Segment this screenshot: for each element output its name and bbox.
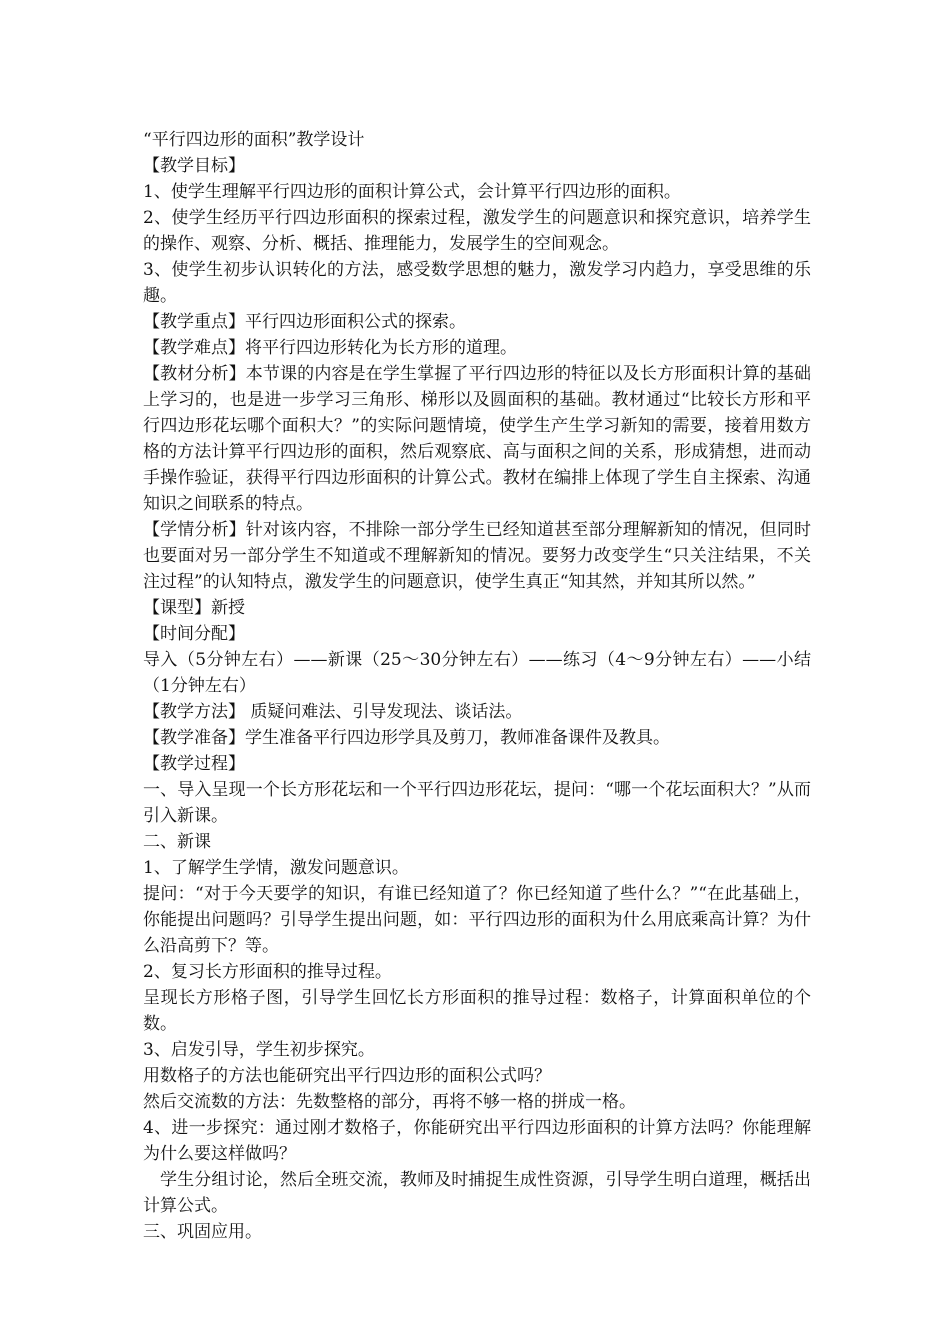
time-allocation: 导入（5分钟左右）——新课（25～30分钟左右）——练习（4～9分钟左右）——小结（1分钟左右） (143, 650, 811, 696)
step-2-text: 呈现长方形格子图，引导学生回忆长方形面积的推导过程：数格子，计算面积单位的个数。 (143, 988, 811, 1034)
step-3-text: 然后交流数的方法：先数整格的部分，再将不够一格的拼成一格。 (143, 1092, 636, 1112)
student-analysis: 【学情分析】针对该内容，不排除一部分学生已经知道甚至部分理解新知的情况，但同时也要面对另一部分学生不知道或不理解新知的情况。要努力改变学生“只关注结果，不关注过程”的认知特点，激发学生的问题意识，使学生真正“知其然，并知其所以然。” (143, 520, 811, 592)
teaching-preparation: 【教学准备】学生准备平行四边形学具及剪刀，教师准备课件及教具。 (143, 728, 670, 748)
step-4-discussion: 学生分组讨论，然后全班交流，教师及时捕捉生成性资源，引导学生明白道理，概括出计算公式。 (143, 1170, 811, 1216)
step-1-text: 提问：“对于今天要学的知识，有谁已经知道了？你已经知道了些什么？”“在此基础上，你能提出问题吗？引导学生提出问题，如：平行四边形的面积为什么用底乘高计算？为什么沿高剪下？等。 (143, 884, 811, 956)
step-4-text: 4、进一步探究：通过刚才数格子，你能研究出平行四边形面积的计算方法吗？你能理解为什么要这样做吗？ (143, 1118, 811, 1164)
teaching-methods: 【教学方法】 质疑问难法、引导发现法、谈话法。 (143, 702, 523, 722)
heading-new-lesson: 二、新课 (143, 832, 211, 852)
heading-consolidation: 三、巩固应用。 (143, 1222, 262, 1242)
step-3-heading: 3、启发引导，学生初步探究。 (143, 1040, 375, 1060)
step-2-heading: 2、复习长方形面积的推导过程。 (143, 962, 392, 982)
textbook-analysis: 【教材分析】本节课的内容是在学生掌握了平行四边形的特征以及长方形面积计算的基础上学习的，也是进一步学习三角形、梯形以及圆面积的基础。教材通过“比较长方形和平行四边形花坛哪个面积大？”的实际问题情境，使学生产生学习新知的需要，接着用数方格的方法计算平行四边形的面积，然后观察底、高与面积之间的关系，形成猜想，进而动手操作验证，获得平行四边形面积的计算公式。教材在编排上体现了学生自主探索、沟通知识之间联系的特点。 (143, 364, 811, 514)
heading-teaching-process: 【教学过程】 (143, 754, 245, 774)
document-body (143, 127, 811, 1245)
heading-teaching-goals: 【教学目标】 (143, 156, 245, 176)
teaching-focus: 【教学重点】平行四边形面积公式的探索。 (143, 312, 466, 332)
goal-2: 2、使学生经历平行四边形面积的探索过程，激发学生的问题意识和探究意识，培养学生的操作、观察、分析、概括、推理能力，发展学生的空间观念。 (143, 208, 811, 254)
teaching-difficulty: 【教学难点】将平行四边形转化为长方形的道理。 (143, 338, 517, 358)
document-title: “平行四边形的面积”教学设计 (143, 130, 365, 150)
step-1-heading: 1、了解学生学情，激发问题意识。 (143, 858, 409, 878)
process-introduction: 一、导入呈现一个长方形花坛和一个平行四边形花坛，提问：“哪一个花坛面积大？”从而引入新课。 (143, 780, 811, 826)
lesson-type: 【课型】新授 (143, 598, 245, 618)
goal-3: 3、使学生初步认识转化的方法，感受数学思想的魅力，激发学习内趋力，享受思维的乐趣。 (143, 260, 811, 306)
step-3-question: 用数格子的方法也能研究出平行四边形的面积公式吗？ (143, 1066, 551, 1086)
goal-1: 1、使学生理解平行四边形的面积计算公式，会计算平行四边形的面积。 (143, 182, 681, 202)
heading-time-allocation: 【时间分配】 (143, 624, 245, 644)
